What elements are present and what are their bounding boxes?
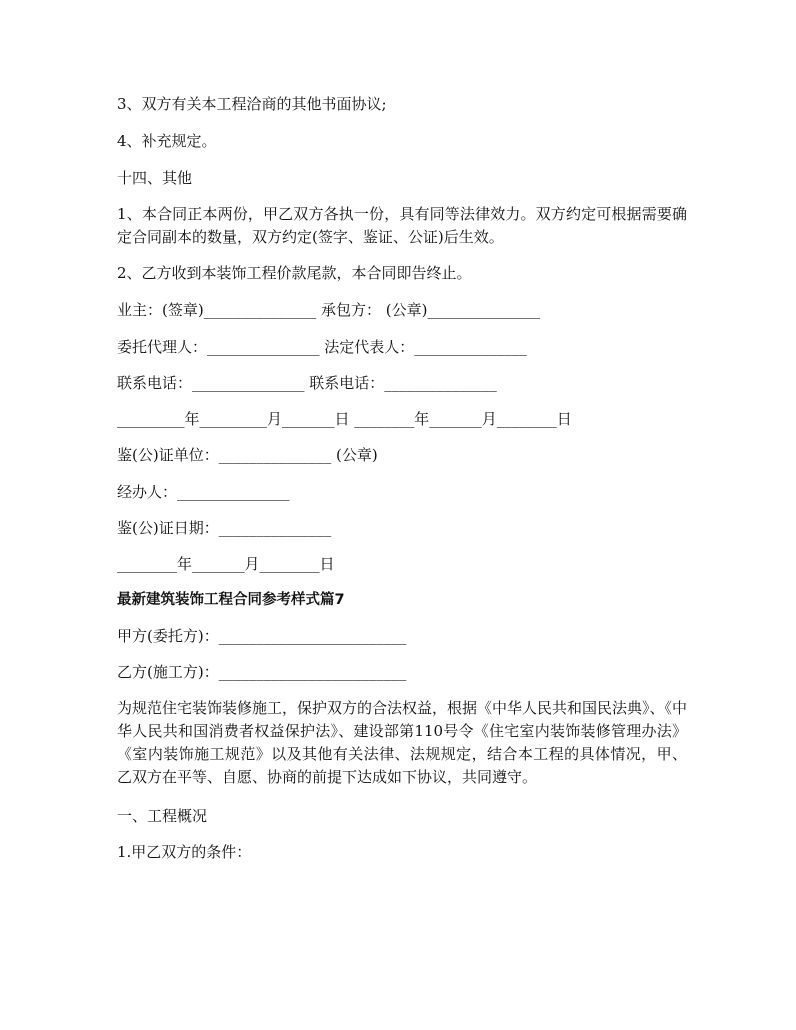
party-b-field: 乙方(施工方)：_________________________	[117, 663, 407, 681]
section-14-clause-1: 1、本合同正本两份，甲乙双方各执一份，具有同等法律效力。双方约定可根据需要确定合同副本的数量，双方约定(签字、鉴证、公证)后生效。	[117, 205, 687, 246]
clause-3-text: 3、双方有关本工程洽商的其他书面协议;	[117, 95, 387, 113]
signature-agent-representative: 委托代理人：_______________ 法定代表人：_______________	[117, 338, 527, 356]
section-14-heading: 十四、其他	[117, 169, 193, 187]
notary-unit-field: 鉴(公)证单位：_______________ (公章)	[117, 446, 378, 464]
clause-4-text: 4、补充规定。	[117, 132, 217, 150]
signature-date-fields: _________年_________月_______日 ________年_______月________日	[117, 410, 572, 428]
notary-handler-field: 经办人：_______________	[117, 483, 290, 501]
contract-preamble: 为规范住宅装饰装修施工，保护双方的合法权益，根据《中华人民共和国民法典》、《中华人民共和国消费者权益保护法》、建设部第110号令《住宅室内装饰装修管理办法》《室内装饰施工规范》以及其他有关法律、法规规定，结合本工程的具体情况，甲、乙双方在平等、自愿、协商的前提下达成如下协议，共同遵守。	[117, 699, 688, 786]
section-1-item-1: 1.甲乙双方的条件：	[117, 843, 252, 861]
section-1-heading: 一、工程概况	[117, 807, 208, 825]
notary-date-field: 鉴(公)证日期：_______________	[117, 519, 332, 537]
notary-date-blanks: ________年_______月________日	[117, 555, 335, 573]
signature-phone-fields: 联系电话：_______________ 联系电话：_______________	[117, 374, 497, 392]
contract-title: 最新建筑装饰工程合同参考样式篇7	[117, 592, 345, 608]
section-14-clause-2: 2、乙方收到本装饰工程价款尾款，本合同即告终止。	[117, 264, 472, 282]
party-a-field: 甲方(委托方)：_________________________	[117, 627, 407, 645]
signature-owner-contractor: 业主：(签章)_______________ 承包方： (公章)_______________	[117, 301, 540, 319]
